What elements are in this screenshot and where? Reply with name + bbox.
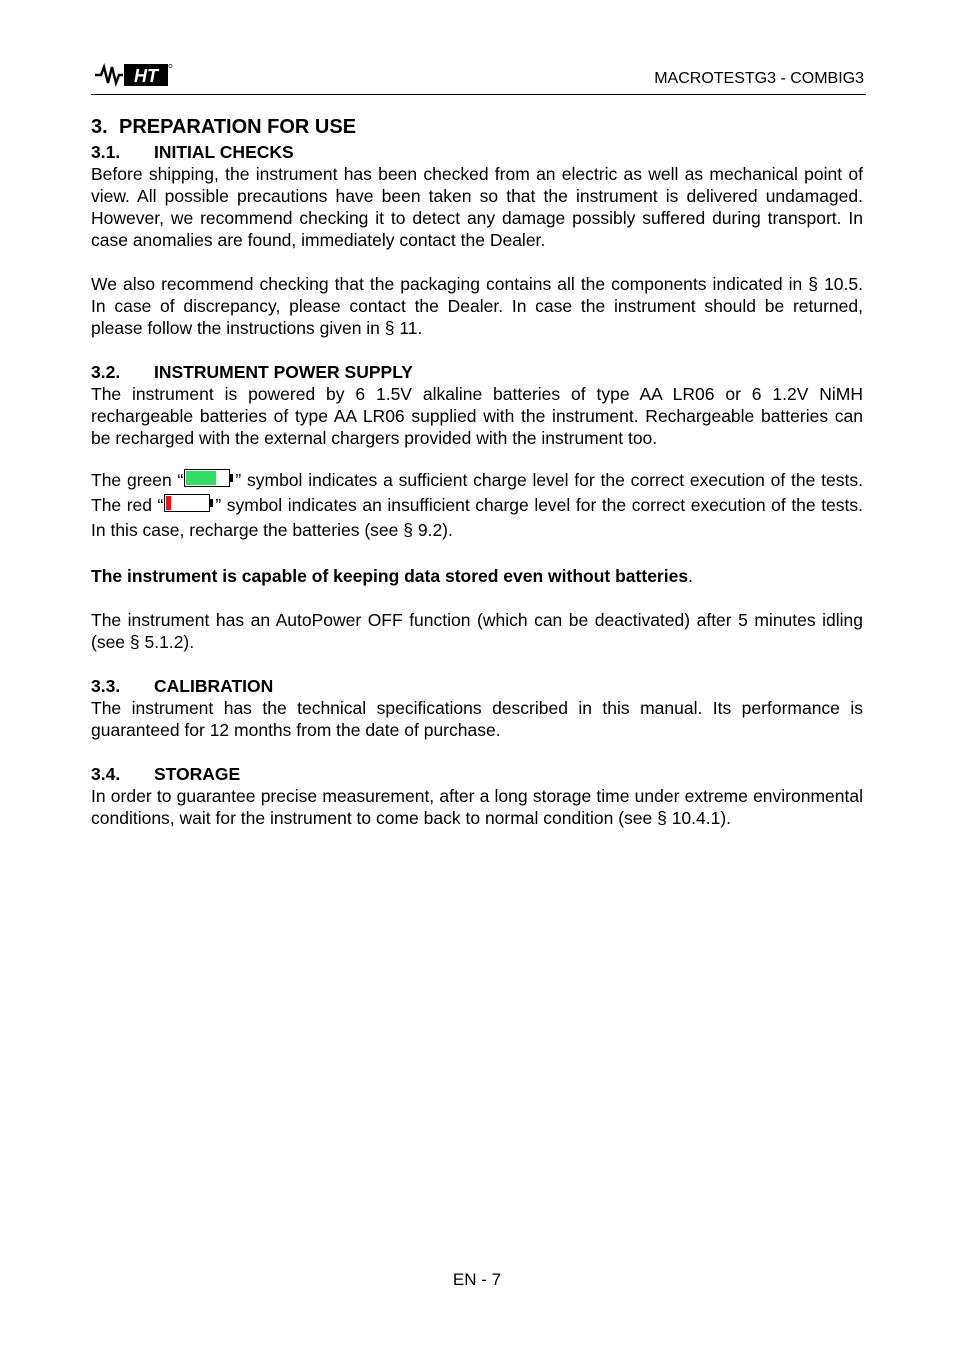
page-number: EN - 7 xyxy=(452,1270,502,1289)
ht-logo xyxy=(93,62,173,88)
page-content xyxy=(91,113,863,851)
power-supply-paragraph-1: The instrument is powered by 6 1.5V alkaline batteries of type AA LR06 or 6 1.2V NiMH rechargeable batteries of type AA LR06 supplied with the instrument. Rechargeable batteries can be recharged with the external chargers provided with the instrument too. xyxy=(91,384,863,448)
power-supply-paragraph-3: The instrument is capable of keeping data stored even without batteries. xyxy=(91,566,693,586)
subsection-storage-title: 3.4. STORAGE xyxy=(91,764,241,784)
subsection-initial-checks-title: 3.1. INITIAL CHECKS xyxy=(91,142,294,162)
document-code: MACROTESTG3 - COMBIG3 xyxy=(654,70,864,87)
initial-checks-paragraph-2: We also recommend checking that the packaging contains all the components indicated in § 10.5. In case of discrepancy, please contact the Dealer. In case the instrument should be returned, please follow the instructions given in § 11. xyxy=(91,274,863,338)
section-title: 3. PREPARATION FOR USE xyxy=(91,116,357,138)
power-supply-paragraph-4: The instrument has an AutoPower OFF function (which can be deactivated) after 5 minutes idling (see § 5.1.2). xyxy=(91,610,863,652)
initial-checks-paragraph-1: Before shipping, the instrument has been checked from an electric as well as mechanical point of view. All possible precautions have been taken so that the instrument is delivered undamaged. However, we recommend checking it to detect any damage possibly suffered during transport. In case anomalies are found, immediately contact the Dealer. xyxy=(91,164,863,250)
power-supply-paragraph-2: The green “ ” symbol indicates a sufficient charge level for the correct execution of the tests. The red “ ” symbol indicates an insufficient charge level for the correct execution of the tests. In this case, recharge the batteries (see § 9.2). xyxy=(91,470,864,540)
calibration-paragraph: The instrument has the technical specifications described in this manual. Its performance is guaranteed for 12 months from the date of purchase. xyxy=(91,698,863,740)
battery-low-icon xyxy=(164,494,214,514)
storage-paragraph: In order to guarantee precise measurement, after a long storage time under extreme environmental conditions, wait for the instrument to come back to normal condition (see § 10.4.1). xyxy=(91,786,863,828)
logo-text: HT xyxy=(134,66,158,86)
battery-full-icon xyxy=(184,469,234,489)
subsection-power-supply-title: 3.2. INSTRUMENT POWER SUPPLY xyxy=(91,362,413,382)
subsection-calibration-title: 3.3. CALIBRATION xyxy=(91,676,274,696)
page-header xyxy=(91,60,866,95)
